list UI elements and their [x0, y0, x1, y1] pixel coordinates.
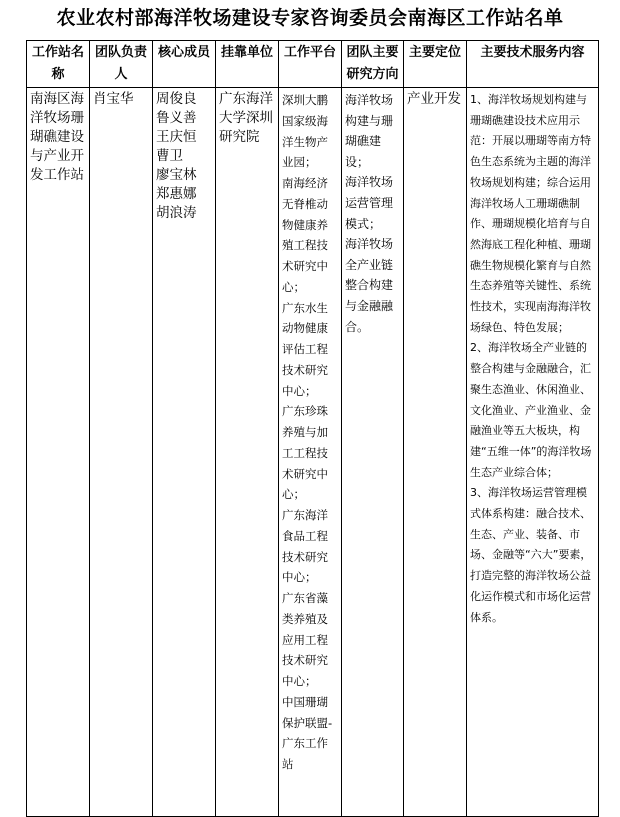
header-positioning: 主要定位	[404, 41, 467, 88]
research-direction: 海洋牧场构建与珊瑚礁建设； 海洋牧场运营管理模式； 海洋牧场全产业链整合构建与金融融合。	[345, 93, 394, 334]
work-platform: 深圳大鹏国家级海洋生物产业园； 南海经济无脊椎动物健康养殖工程技术研究中心； 广东水生动物健康评估工程技术研究中心； 广东珍珠养殖与加工工程技术研究中心； 广东海洋食品工程技术研究中心； 广东省藻类养殖及应用工程技术研究中心； 中国珊瑚保护联盟-广东工作站	[282, 93, 333, 771]
station-name: 南海区海洋牧场珊瑚礁建设与产业开发工作站	[30, 91, 84, 183]
affiliation: 广东海洋大学深圳研究院	[219, 91, 273, 145]
header-team-leader: 团队负责人	[90, 41, 153, 88]
page-title: 农业农村部海洋牧场建设专家咨询委员会南海区工作站名单	[56, 7, 564, 29]
station-name-cell	[27, 88, 90, 817]
services-cell	[467, 88, 599, 817]
member-name: 胡浪涛	[156, 205, 197, 221]
member-name: 郑惠娜	[156, 186, 197, 202]
services-content: 1、海洋牧场规划构建与珊瑚礁建设技术应用示范：开展以珊瑚等南方特色生态系统为主题的海洋牧场规划构建；综合运用海洋牧场人工珊瑚礁制作、珊瑚规模化培育与自然海底工程化种植、珊瑚礁生物规模化繁育与自然生态养殖等关键性、系统性技术，实现南海海洋牧场绿色、特色发展； 2、海洋牧场全产业链的整合构建与金融融合，汇聚生态渔业、休闲渔业、文化渔业、产业渔业、金融渔业等五大板块，构建“五维一体”的海洋牧场生态产业综合体； 3、海洋牧场运营管理模式体系构建：融合技术、生态、产业、装备、市场、金融等“六大”要素，打造完整的海洋牧场公益化运作模式和市场化运营体系。	[470, 93, 592, 624]
table-header-row	[27, 41, 599, 88]
member-name: 曹卫	[156, 148, 183, 164]
team-leader: 肖宝华	[93, 91, 134, 107]
member-name: 王庆恒	[156, 129, 197, 145]
header-research-direction: 团队主要研究方向	[342, 41, 404, 88]
platform-cell	[279, 88, 342, 817]
member-name: 廖宝林	[156, 167, 197, 183]
positioning: 产业开发	[407, 91, 461, 107]
header-affiliation: 挂靠单位	[216, 41, 279, 88]
table-row	[27, 88, 599, 817]
header-core-members: 核心成员	[153, 41, 216, 88]
research-cell	[342, 88, 404, 817]
member-name: 鲁义善	[156, 110, 197, 126]
positioning-cell	[404, 88, 467, 817]
member-name: 周俊良	[156, 91, 197, 107]
header-platform: 工作平台	[279, 41, 342, 88]
leader-cell	[90, 88, 153, 817]
station-roster-table	[26, 40, 599, 817]
affiliation-cell	[216, 88, 279, 817]
header-station-name: 工作站名称	[27, 41, 90, 88]
members-cell	[153, 88, 216, 817]
header-services: 主要技术服务内容	[467, 41, 599, 88]
core-members-list	[156, 90, 212, 223]
